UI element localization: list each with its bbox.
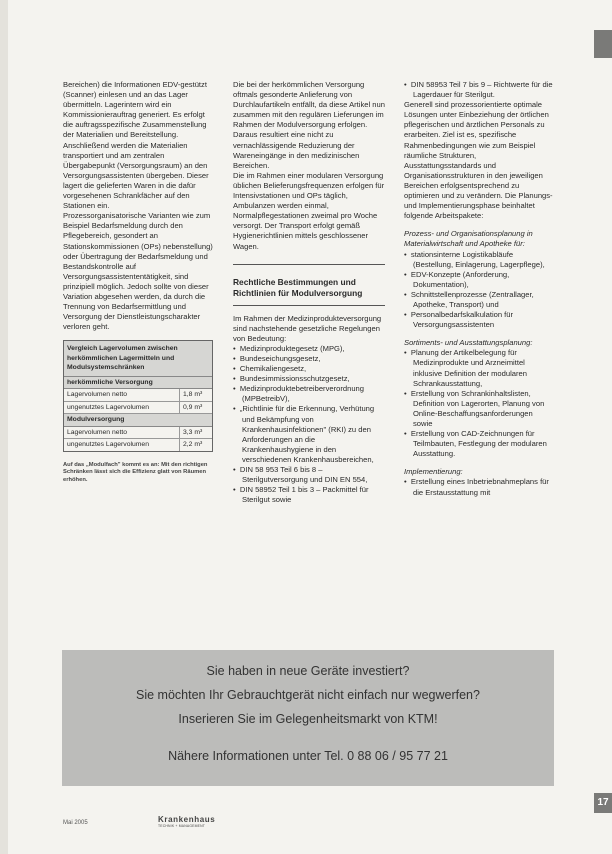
list-item: • Erstellung eines Inbetriebnahmeplans für die Erstausstattung mit bbox=[404, 477, 554, 497]
table-title: Vergleich Lagervolumen zwischen herkömmlichen Lagermitteln und Modulsystemschränken bbox=[64, 341, 212, 377]
list-item: • Bundesimmissionsschutzgesetz, bbox=[233, 374, 385, 384]
table-row bbox=[64, 427, 212, 440]
section-heading: Rechtliche Bestimmungen und Richtlinien für Modulversorgung bbox=[233, 264, 385, 306]
issue-date: Mai 2005 bbox=[63, 820, 88, 826]
logo-text: Krankenhaus bbox=[158, 815, 216, 824]
subheading: Prozess- und Organisationsplanung in Materialwirtschaft und Apotheke für: bbox=[404, 229, 533, 249]
magazine-logo bbox=[158, 815, 215, 828]
page-edge bbox=[0, 0, 8, 854]
ad-line: Sie haben in neue Geräte investiert? bbox=[206, 664, 410, 678]
ad-line: Sie möchten Ihr Gebrauchtgerät nicht einfach nur wegwerfen? bbox=[136, 688, 480, 702]
list-item: • „Richtlinie für die Erkennung, Verhütung und Bekämpfung von Krankenhausinfektionen" (RKI) zu den Anforderungen an die Krankenhaushygiene in den verschiedenen Krankenhausbereichen, bbox=[233, 404, 385, 465]
page-number: 17 bbox=[594, 793, 612, 813]
regulation-list bbox=[233, 344, 385, 506]
logo-tagline: TECHNIK + MANAGEMENT bbox=[158, 824, 206, 828]
list-item: • stationsinterne Logistikabläufe (Bestellung, Einlagerung, Lagerpflege), bbox=[404, 250, 554, 270]
list-item: • Medizinproduktebetreiberverordnung (MPBetreibV), bbox=[233, 384, 385, 404]
table-row bbox=[64, 439, 212, 451]
work-package-list bbox=[404, 348, 554, 459]
paragraph: Die im Rahmen einer modularen Versorgung üblichen Belieferungsfrequenzen erfolgen für Intensivstationen und OPs täglich, Ambulanzen werden einmal, Normalpflegestationen zweimal pro Woche versorgt. Der Transport erfolgt gemäß Hygienerichtlinien mittels geschlossener Wagen. bbox=[233, 170, 385, 251]
work-package-list bbox=[404, 250, 554, 331]
list-item: • Schnittstellenprozesse (Zentrallager, Apotheke, Transport) und bbox=[404, 290, 554, 310]
list-item: • DIN 58953 Teil 7 bis 9 – Richtwerte für die Lagerdauer für Sterilgut. bbox=[404, 80, 554, 100]
work-package-list bbox=[404, 477, 554, 497]
column-1 bbox=[63, 80, 213, 485]
table-section-header: Modulversorgung bbox=[64, 414, 212, 427]
paragraph: Bereichen) die Informationen EDV-gestützt (Scanner) einlesen und an das Lager übermitteln. Lagerintern wird ein Kommissionierauftrag generiert. Es erfolgt die auftragsspezifische Zusammenstellung der Materialien und Bereitstellung. Anschließend werden die Materialien transportiert und am zentralen Übergabepunkt (Versorgungsraum) an den Versorgungsassistenten übergeben. Dieser lagert die gelieferten Waren in die dafür vorgesehenen Schrankfächer auf den Stationen ein. bbox=[63, 80, 209, 211]
table-cell-value: 3,3 m³ bbox=[179, 427, 212, 439]
advertisement-box bbox=[62, 650, 554, 786]
ad-line: Inserieren Sie im Gelegenheitsmarkt von KTM! bbox=[178, 712, 438, 726]
table-cell-label: Lagervolumen netto bbox=[67, 428, 128, 436]
comparison-table bbox=[63, 340, 213, 452]
paragraph: Prozessorganisatorische Varianten wie zum Beispiel Bedarfsmeldung durch den Pflegebereich, gesondert an Stationskommissionen (OPs) nebenstellung) oder Übertragung der Bedarfsmeldung und Bestandskontrolle auf Versorgungsassistententätigkeit, sind prinzipiell möglich. Jedoch sollte von dieser Variation abgesehen werden, da durch die Trennung von Bedarfsermittlung und Versorgung der Dienstleistungscharakter verloren geht. bbox=[63, 211, 213, 332]
list-item: • Planung der Artikelbelegung für Medizinprodukte und Arzneimittel inklusive Definition der modularen Schrankausstattung, bbox=[404, 348, 554, 388]
paragraph: Im Rahmen der Medizinprodukteversorgung sind nachstehende gesetzliche Regelungen von Bedeutung: bbox=[233, 313, 382, 343]
table-caption: Auf das „Modulfach" kommt es an: Mit den richtigen Schränken lässt sich die Effizienz glatt von Räumen erhöhen. bbox=[63, 461, 208, 484]
table-row bbox=[64, 402, 212, 415]
table-row bbox=[64, 389, 212, 402]
table-section-header: herkömmliche Versorgung bbox=[64, 377, 212, 390]
table-cell-label: ungenutztes Lagervolumen bbox=[67, 441, 149, 449]
list-item: • Erstellung von CAD-Zeichnungen für Teilmbauten, Festlegung der modularen Ausstattung. bbox=[404, 429, 554, 459]
table-cell-label: Lagervolumen netto bbox=[67, 391, 128, 399]
table-cell-value: 2,2 m³ bbox=[179, 439, 212, 451]
list-item: • Erstellung von Schrankinhaltslisten, Definition von Lagerorten, Planung von Online-Beschaffungsanforderungen sowie bbox=[404, 389, 554, 429]
list-item: • Bundeseichungsgesetz, bbox=[233, 354, 385, 364]
table-cell-label: ungenutztes Lagervolumen bbox=[67, 403, 149, 411]
column-2 bbox=[233, 80, 385, 505]
list-item: • Medizinproduktegesetz (MPG), bbox=[233, 344, 385, 354]
subheading: Implementierung: bbox=[404, 467, 463, 477]
table-cell-value: 0,9 m³ bbox=[179, 402, 212, 414]
list-item: • DIN 58 953 Teil 6 bis 8 – Sterilgutversorgung und DIN EN 554, bbox=[233, 465, 385, 485]
subheading: Sortiments- und Ausstattungsplanung: bbox=[404, 338, 533, 348]
list-item: • EDV-Konzepte (Anforderung, Dokumentation), bbox=[404, 270, 554, 290]
ad-contact-line: Nähere Informationen unter Tel. 0 88 06 / 95 77 21 bbox=[168, 749, 448, 763]
list-item: • DIN 58952 Teil 1 bis 3 – Packmittel für Sterilgut sowie bbox=[233, 485, 385, 505]
paragraph: Generell sind prozessorientierte optimale Lösungen unter Einbeziehung der örtlichen pflegerischen und ärztlichen Personals zu erarbeiten. Ziel ist es, spezifische Rahmenbedingungen wie zum Beispiel räumliche Strukturen, Ausstattungsstandards und Organisationsstrukturen in den jeweiligen Bereichen erfolgsentsprechend zu optimieren und zu verändern. Die Planungs- und Implementierungsphase beinhaltet folgende Arbeitspakete: bbox=[404, 100, 553, 221]
column-3 bbox=[404, 80, 554, 498]
list-item: • Personalbedarfskalkulation für Versorgungsassistenten bbox=[404, 310, 554, 330]
side-tab bbox=[594, 30, 612, 58]
table-cell-value: 1,8 m³ bbox=[179, 389, 212, 401]
regulation-list-continued bbox=[404, 80, 554, 100]
paragraph: Die bei der herkömmlichen Versorgung oftmals gesonderte Anlieferung von Durchlaufartikeln entfällt, da diese Artikel nun zusammen mit den regulären Lieferungen im Rahmen der Modulversorgung erfolgen. Daraus resultiert eine nicht zu vernachlässigende Reduzierung der Wareneingänge in den medizinischen Bereichen. bbox=[233, 80, 385, 170]
list-item: • Chemikaliengesetz, bbox=[233, 364, 385, 374]
